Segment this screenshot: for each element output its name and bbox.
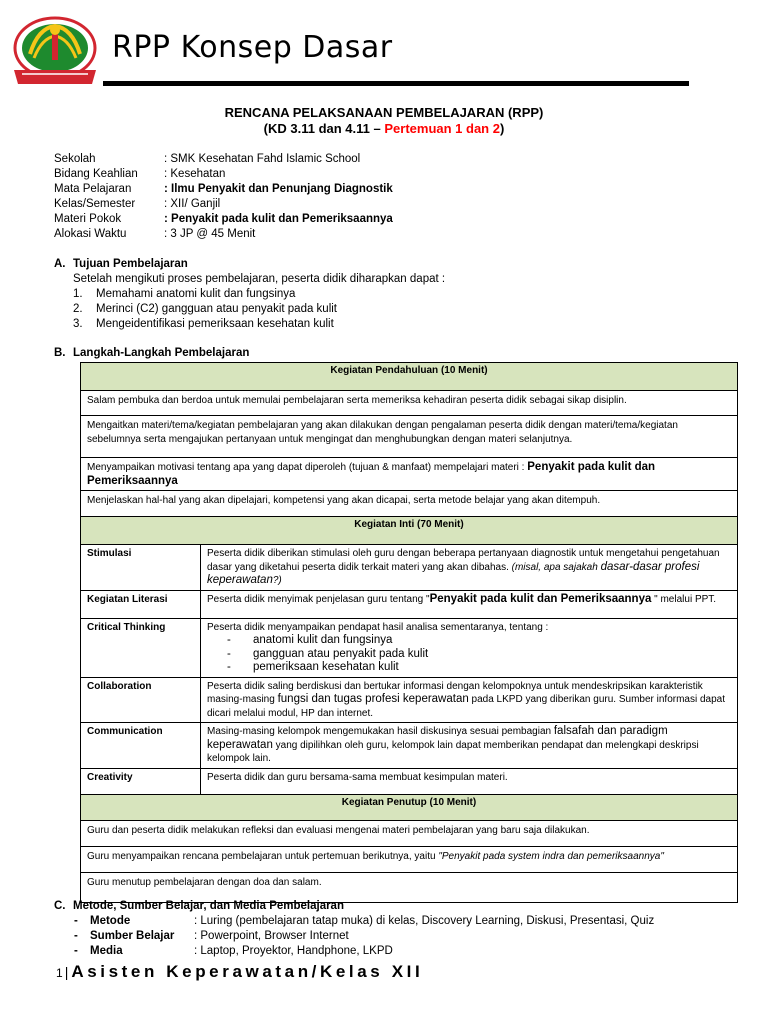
table-row <box>81 677 738 723</box>
comm-end: yang dipilihkan oleh guru, kelompok lain dapat memberikan pendapat dan melengkapi deskripsi kelompok lain. <box>207 739 699 764</box>
penutup-text: Guru menyampaikan rencana pembelajaran untuk pertemuan berikutnya, yaitu <box>87 850 439 862</box>
comm-topic: falsafah dan paradigm keperawatan <box>207 725 668 751</box>
method-key: Sumber Belajar <box>90 930 175 942</box>
table-row <box>81 590 738 618</box>
method-value: : Powerpoint, Browser Internet <box>194 930 349 942</box>
table-row <box>81 458 738 491</box>
penutup-header: Kegiatan Penutup (10 Menit) <box>81 794 738 820</box>
table-cell: Mengaitkan materi/tema/kegiatan pembelajaran yang akan dilakukan dengan pengalaman peserta didik dengan materi/tema/kegiatan sebelumnya serta mengajukan pertanyaan untuk mengingat dan menghubungkan dengan materi selanjutnya. <box>81 416 738 458</box>
list-item <box>73 317 337 332</box>
method-key: Metode <box>90 915 131 927</box>
section-letter: C. <box>54 900 66 912</box>
identity-block <box>54 152 393 242</box>
row-label: Critical Thinking <box>81 618 201 677</box>
section-a-heading <box>54 257 188 272</box>
pendahuluan-header: Kegiatan Pendahuluan (10 Menit) <box>81 363 738 391</box>
section-title: Metode, Sumber Belajar, dan Media Pembelajaran <box>73 900 344 912</box>
section-c-heading <box>54 899 344 914</box>
table-cell <box>201 677 738 723</box>
literasi-end: " melalui PPT. <box>651 593 717 605</box>
identity-row <box>54 182 393 197</box>
section-letter: B. <box>54 347 66 359</box>
methods-list <box>74 914 654 959</box>
identity-row <box>54 227 393 242</box>
table-row <box>81 416 738 458</box>
identity-key: Kelas/Semester <box>54 198 136 210</box>
section-letter: A. <box>54 258 66 270</box>
list-item <box>74 944 654 959</box>
literasi-text: Peserta didik menyimak penjelasan guru tentang " <box>207 593 430 605</box>
inti-header: Kegiatan Inti (70 Menit) <box>81 517 738 545</box>
method-value: : Luring (pembelajaran tatap muka) di kelas, Discovery Learning, Diskusi, Presentasi, Quiz <box>194 915 655 927</box>
literasi-topic: Penyakit pada kulit dan Pemeriksaannya <box>429 592 652 605</box>
row-label: Stimulasi <box>81 545 201 591</box>
list-item <box>207 661 731 675</box>
title-underline <box>103 81 689 86</box>
stimulasi-topic: dasar-dasar profesi keperawatan <box>207 560 700 586</box>
subtitle-pertemuan: Pertemuan 1 dan 2 <box>384 121 500 136</box>
list-text: anatomi kulit dan fungsinya <box>253 634 393 646</box>
list-text: Memahami anatomi kulit dan fungsinya <box>96 288 296 300</box>
table-row <box>81 846 738 872</box>
identity-value: : XII/ Ganjil <box>164 198 221 210</box>
method-key: Media <box>90 945 123 957</box>
identity-key: Mata Pelajaran <box>54 183 132 195</box>
identity-key: Materi Pokok <box>54 213 122 225</box>
section-title: Langkah-Langkah Pembelajaran <box>73 347 250 359</box>
dash-mark: - <box>227 661 231 673</box>
list-number: 3. <box>73 318 83 330</box>
page-title: RPP Konsep Dasar <box>112 30 393 65</box>
collab-end: pada LKPD yang diberikan guru. Sumber informasi dapat dicari melalui modul, HP dan internet. <box>207 694 726 719</box>
list-item <box>207 648 731 662</box>
table-cell <box>201 545 738 591</box>
rpp-title: RENCANA PELAKSANAAN PEMBELAJARAN (RPP) <box>224 105 544 120</box>
critical-list <box>207 634 731 675</box>
table-row <box>81 768 738 794</box>
section-title: Tujuan Pembelajaran <box>73 258 188 270</box>
list-number: 1. <box>73 288 83 300</box>
table-row <box>81 723 738 769</box>
page-number: 1 <box>56 966 63 980</box>
table-cell <box>81 458 738 491</box>
critical-intro: Peserta didik menyampaikan pendapat hasil analisa sementaranya, tentang : <box>207 621 549 633</box>
collab-topic: fungsi dan tugas profesi keperawatan <box>277 693 469 705</box>
stimulasi-end: ?) <box>272 575 282 586</box>
identity-value: : Ilmu Penyakit dan Penunjang Diagnostik <box>164 183 393 195</box>
method-value: : Laptop, Proyektor, Handphone, LKPD <box>194 945 393 957</box>
identity-value: : SMK Kesehatan Fahd Islamic School <box>164 153 361 165</box>
identity-key: Alokasi Waktu <box>54 228 127 240</box>
row-label: Creativity <box>81 768 201 794</box>
stimulasi-text: Peserta didik diberikan stimulasi oleh guru dengan beberapa pertanyaan diagnostik untuk mengetahui pengetahuan dasar yang diketahui peserta didik terkait materi yang akan dibahas. <box>207 548 720 573</box>
table-row <box>81 820 738 846</box>
section-a-intro: Setelah mengikuti proses pembelajaran, peserta didik diharapkan dapat : <box>73 273 446 285</box>
table-row <box>81 618 738 677</box>
page-footer <box>56 962 423 982</box>
table-row <box>81 872 738 902</box>
list-item <box>74 929 654 944</box>
identity-row <box>54 167 393 182</box>
list-number: 2. <box>73 303 83 315</box>
footer-separator: | <box>64 964 69 980</box>
table-cell: Guru dan peserta didik melakukan refleksi dan evaluasi mengenai materi pembelajaran yang baru saja dilakukan. <box>81 820 738 846</box>
school-logo <box>8 14 102 92</box>
bullet: - <box>74 930 78 942</box>
identity-row <box>54 212 393 227</box>
list-item <box>207 634 731 648</box>
motivasi-topic: Penyakit pada kulit dan Pemeriksaannya <box>87 461 656 487</box>
dash-mark: - <box>227 647 231 660</box>
list-text: pemeriksaan kesehatan kulit <box>253 661 399 673</box>
list-text: Merinci (C2) gangguan atau penyakit pada kulit <box>96 303 338 315</box>
table-cell <box>201 590 738 618</box>
identity-value: : 3 JP @ 45 Menit <box>164 228 256 240</box>
table-cell: Peserta didik dan guru bersama-sama membuat kesimpulan materi. <box>201 768 738 794</box>
identity-key: Bidang Keahlian <box>54 168 138 180</box>
bullet: - <box>74 945 78 957</box>
table-cell: Salam pembuka dan berdoa untuk memulai pembelajaran serta memeriksa kehadiran peserta didik sebagai sikap disiplin. <box>81 391 738 416</box>
table-row <box>81 517 738 545</box>
list-text: Mengeidentifikasi pemeriksaan kesehatan kulit <box>96 318 334 330</box>
table-cell <box>201 723 738 769</box>
identity-row <box>54 152 393 167</box>
row-label: Communication <box>81 723 201 769</box>
penutup-topic: "Penyakit pada system indra dan pemeriksaannya" <box>438 850 664 862</box>
table-cell <box>81 846 738 872</box>
list-item <box>74 914 654 929</box>
bullet: - <box>74 915 78 927</box>
row-label: Kegiatan Literasi <box>81 590 201 618</box>
footer-text: Asisten Keperawatan/Kelas XII <box>71 962 424 981</box>
subtitle-close: ) <box>499 121 505 136</box>
table-row <box>81 391 738 416</box>
rpp-subtitle <box>0 121 768 136</box>
identity-value: : Penyakit pada kulit dan Pemeriksaannya <box>164 213 393 225</box>
subtitle-kd: (KD 3.11 dan 4.11 – <box>263 121 385 136</box>
list-text: gangguan atau penyakit pada kulit <box>253 647 429 660</box>
identity-value: : Kesehatan <box>164 168 226 180</box>
identity-row <box>54 197 393 212</box>
table-row <box>81 794 738 820</box>
table-cell <box>201 618 738 677</box>
comm-text: Masing-masing kelompok mengemukakan hasil diskusinya sesuai pembagian <box>207 726 554 737</box>
collab-text: Peserta didik saling berdiskusi dan bertukar informasi dengan kelompoknya untuk mendeskripsikan karakteristik masing-masing <box>207 680 703 705</box>
identity-key: Sekolah <box>54 153 96 165</box>
motivasi-text: Menyampaikan motivasi tentang apa yang dapat diperoleh (tujuan & manfaat) mempelajari materi : <box>87 462 528 473</box>
table-row <box>81 545 738 591</box>
table-row <box>81 491 738 517</box>
learning-steps-table <box>80 362 738 903</box>
section-b-heading <box>54 346 249 361</box>
list-item <box>73 302 337 317</box>
objectives-list <box>73 287 337 332</box>
table-row <box>81 363 738 391</box>
row-label: Collaboration <box>81 677 201 723</box>
page-header <box>0 0 768 100</box>
dash-mark: - <box>227 634 231 646</box>
table-cell: Guru menutup pembelajaran dengan doa dan salam. <box>81 872 738 902</box>
list-item <box>73 287 337 302</box>
stimulasi-question: (misal, apa sajakah <box>511 561 601 573</box>
table-cell: Menjelaskan hal-hal yang akan dipelajari, kompetensi yang akan dicapai, serta metode belajar yang akan ditempuh. <box>81 491 738 517</box>
